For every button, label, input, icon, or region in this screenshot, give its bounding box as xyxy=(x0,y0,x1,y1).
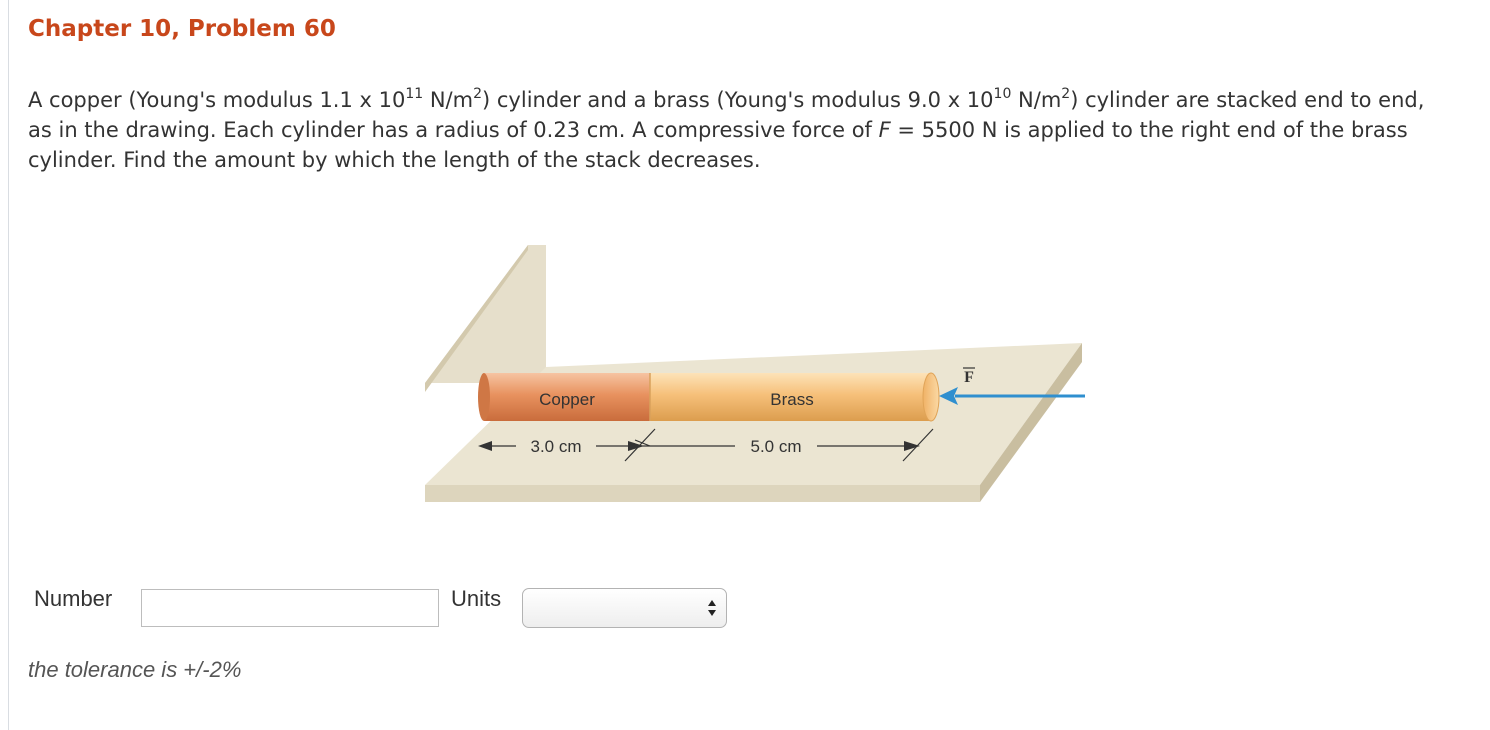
force-symbol: F xyxy=(878,118,891,142)
brass-label: Brass xyxy=(770,390,814,409)
brass-length-label: 5.0 cm xyxy=(750,437,802,456)
cylinder-stack-figure xyxy=(420,240,1090,505)
units-select[interactable] xyxy=(522,588,727,628)
problem-text-5: ) cylinder are stacked end to end, as in the drawing. Each cylinder has a radius of 0.23 cm. A compressive force of xyxy=(28,88,1425,142)
copper-length-label: 3.0 cm xyxy=(530,437,582,456)
problem-text-4: N/m xyxy=(1011,88,1062,112)
select-arrows-icon xyxy=(707,598,717,618)
exponent-1: 11 xyxy=(405,86,424,102)
force-label: F xyxy=(964,369,974,386)
problem-text-1: A copper (Young's modulus 1.1 x 10 xyxy=(28,88,406,112)
number-input[interactable] xyxy=(141,589,439,627)
chapter-title: Chapter 10, Problem 60 xyxy=(28,16,336,42)
problem-text-6: = 5500 N is applied to the right end of the brass cylinder. Find the amount by which the length of the stack decreases. xyxy=(28,118,1408,172)
number-label: Number xyxy=(34,586,113,611)
problem-text-3: ) cylinder and a brass (Young's modulus 9.0 x 10 xyxy=(482,88,994,112)
problem-text-2: N/m xyxy=(423,88,474,112)
problem-statement xyxy=(28,85,1448,175)
copper-label: Copper xyxy=(539,390,595,409)
units-label: Units xyxy=(451,586,502,611)
tolerance-note: the tolerance is +/-2% xyxy=(28,657,242,682)
base-front xyxy=(425,485,980,502)
exponent-4: 2 xyxy=(1061,86,1071,102)
exponent-3: 10 xyxy=(993,86,1012,102)
exponent-2: 2 xyxy=(473,86,483,102)
left-rule xyxy=(8,0,9,730)
